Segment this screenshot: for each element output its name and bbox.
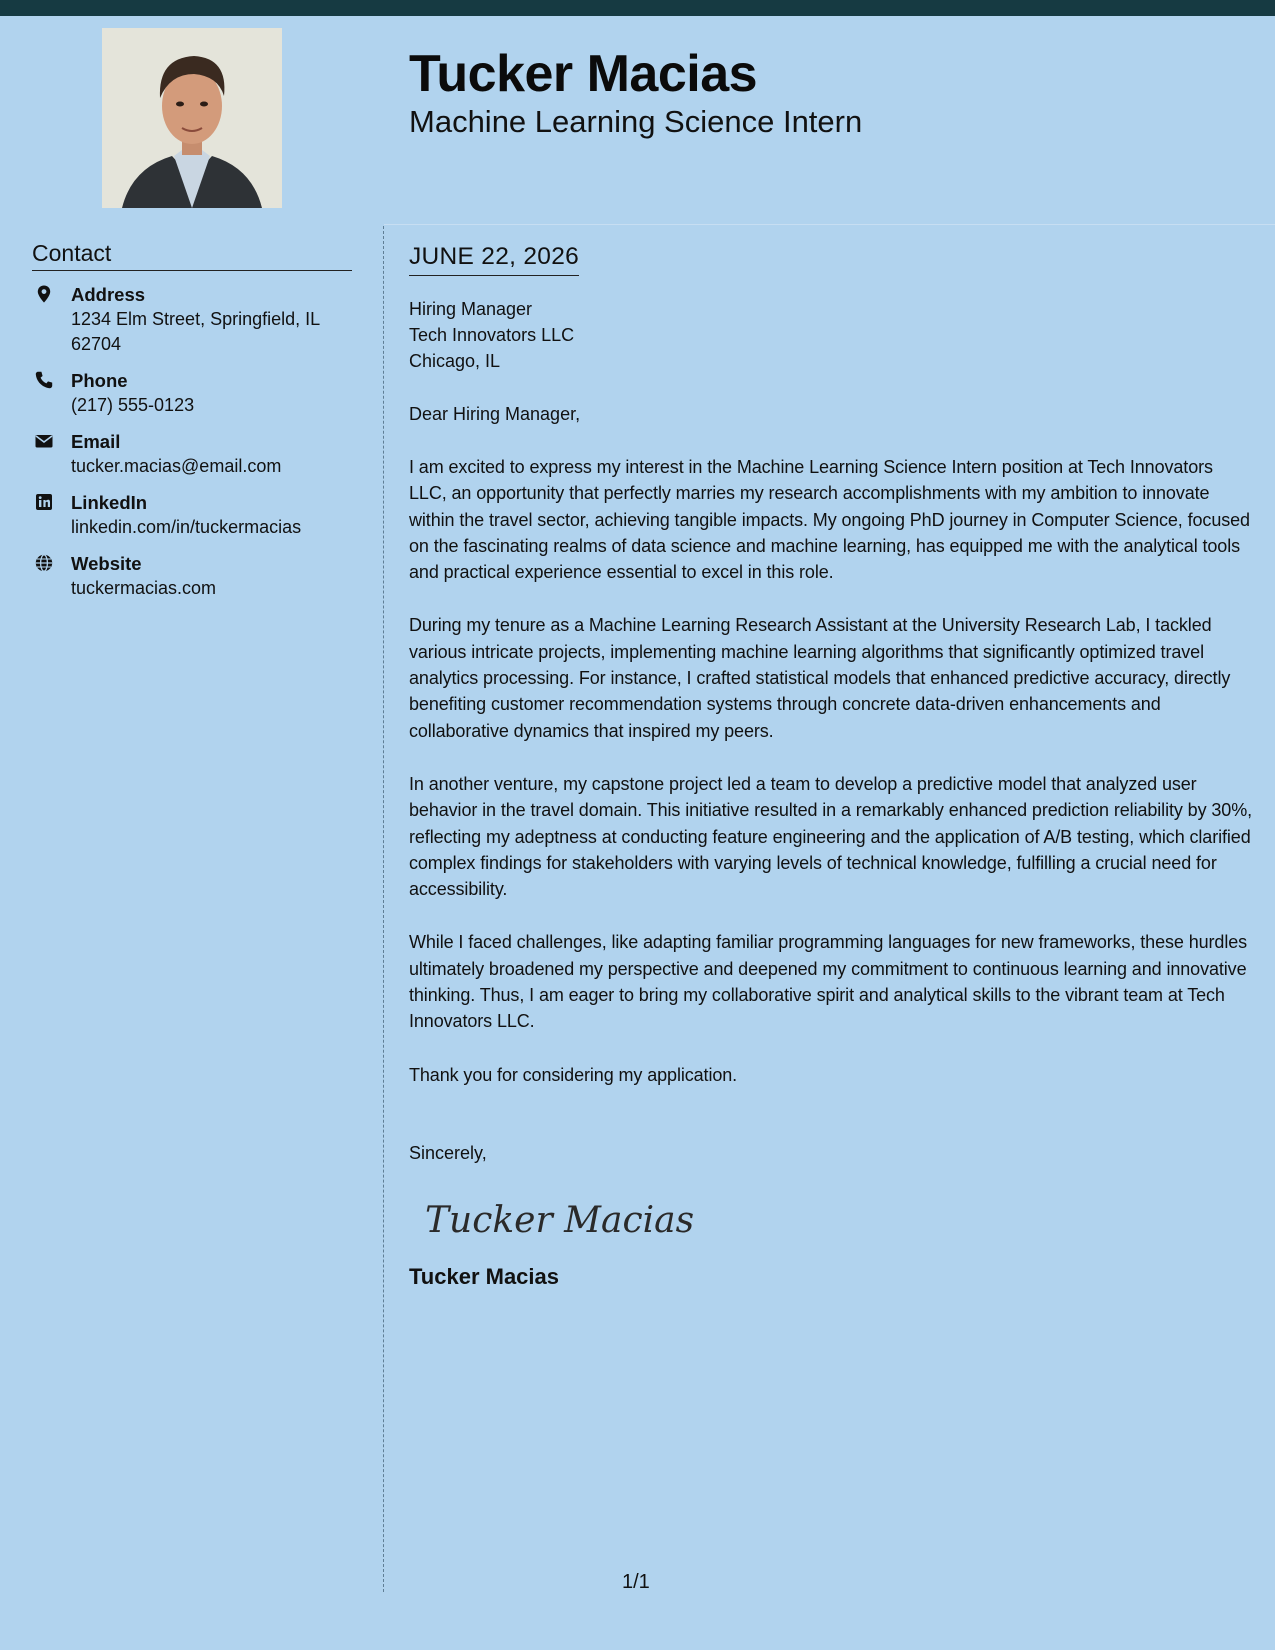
phone-value: (217) 555-0123 xyxy=(71,395,195,415)
column-divider xyxy=(383,226,384,1592)
contact-label: Phone xyxy=(71,370,128,391)
contact-email xyxy=(32,430,352,479)
letter-paragraph: While I faced challenges, like adapting familiar programming languages for new frameworks, these hurdles ultimately broadened my perspective and deepened my commitment to continuous learning and innovative thinking. Thus, I am eager to bring my collaborative spirit and analytical skills to the vibrant team at Tech Innovators LLC. xyxy=(409,932,1248,1032)
contact-label: Address xyxy=(71,284,146,305)
contact-phone xyxy=(32,369,352,418)
linkedin-value: linkedin.com/in/tuckermacias xyxy=(71,517,302,537)
contact-label: Email xyxy=(71,431,121,452)
header-divider xyxy=(384,224,1275,225)
contact-linkedin xyxy=(32,491,352,540)
recipient-company: Tech Innovators LLC xyxy=(409,325,575,345)
letter-paragraph: Thank you for considering my application. xyxy=(409,1064,738,1085)
phone-icon xyxy=(34,370,54,390)
recipient-block xyxy=(409,296,1254,374)
handwritten-signature xyxy=(423,1194,695,1244)
signature-text: Tucker Macias xyxy=(425,1199,695,1241)
salutation: Dear Hiring Manager, xyxy=(409,404,581,424)
contact-address xyxy=(32,283,352,357)
contact-sidebar xyxy=(32,240,352,613)
profile-photo xyxy=(102,28,282,208)
contact-label: Website xyxy=(71,553,142,574)
recipient-location: Chicago, IL xyxy=(409,351,501,371)
contact-label: LinkedIn xyxy=(71,492,148,513)
letter-date: JUNE 22, 2026 xyxy=(409,243,579,276)
letter-paragraph: During my tenure as a Machine Learning Research Assistant at the University Research Lab, I tackled various intricate projects, implementing machine learning algorithms that significantly optimized travel analytics processing. For instance, I crafted statistical models that enhanced predictive accuracy, directly benefiting customer recommendation systems through concrete data-driven enhancements and collaborative dynamics that inspired my peers. xyxy=(409,615,1231,741)
job-title: Machine Learning Science Intern xyxy=(409,104,863,139)
recipient-name: Hiring Manager xyxy=(409,299,533,319)
contact-website xyxy=(32,552,352,601)
envelope-icon xyxy=(34,431,54,451)
signer-name: Tucker Macias xyxy=(409,1263,560,1289)
applicant-name: Tucker Macias xyxy=(409,45,758,103)
globe-icon xyxy=(34,553,54,573)
closing: Sincerely, xyxy=(409,1142,487,1163)
contact-heading: Contact xyxy=(32,240,352,271)
letter-paragraph: In another venture, my capstone project led a team to develop a predictive model that analyzed user behavior in the travel domain. This initiative resulted in a remarkably enhanced prediction reliability by 30%, reflecting my adeptness at conducting feature engineering and the application of A/B testing, which clarified complex findings for stakeholders with varying levels of technical knowledge, fulfilling a crucial need for accessibility. xyxy=(409,773,1253,900)
page-number: 1/1 xyxy=(622,1571,650,1593)
email-value: tucker.macias@email.com xyxy=(71,456,282,476)
top-bar xyxy=(0,0,1275,16)
map-pin-icon xyxy=(34,284,54,304)
letter-body xyxy=(409,243,1254,1290)
address-value: 1234 Elm Street, Springfield, IL 62704 xyxy=(71,309,320,354)
linkedin-icon xyxy=(34,492,54,512)
letter-paragraph: I am excited to express my interest in the Machine Learning Science Intern position at Tech Innovators LLC, an opportunity that perfectly marries my research accomplishments with my ambition to innovate within the travel sector, achieving tangible impacts. My ongoing PhD journey in Computer Science, focused on the fascinating realms of data science and machine learning, has equipped me with the analytical tools and practical experience essential to excel in this role. xyxy=(409,457,1250,583)
website-value: tuckermacias.com xyxy=(71,578,217,598)
